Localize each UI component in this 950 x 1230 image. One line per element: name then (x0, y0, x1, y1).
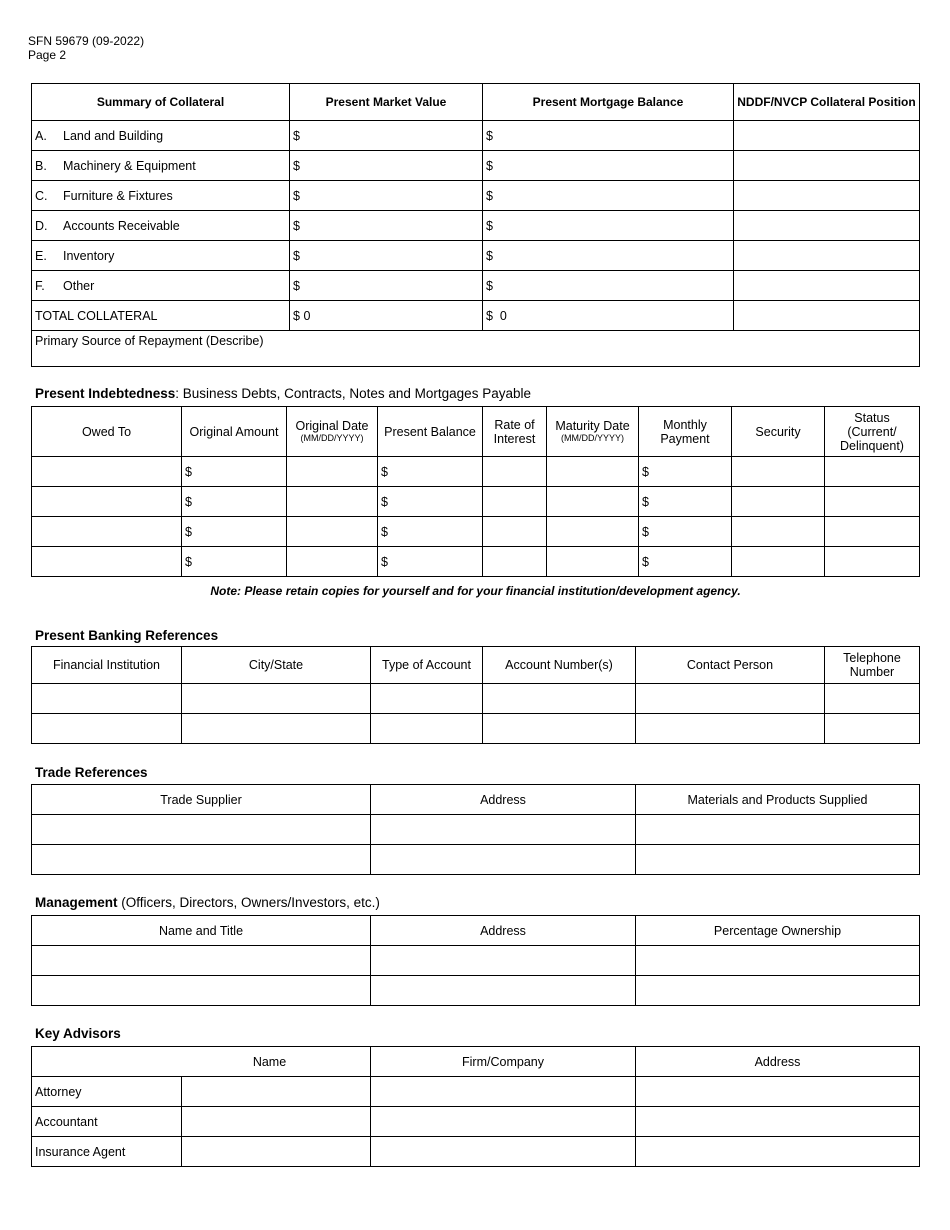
advisor-role-label: Accountant (32, 1107, 182, 1137)
total-position-field[interactable] (734, 301, 920, 331)
indebtedness-table (31, 406, 920, 577)
indebt-header-security: Security (732, 407, 825, 457)
banking-table (31, 646, 920, 744)
rate-field[interactable] (483, 547, 547, 577)
total-mortgage-balance-field[interactable] (483, 301, 734, 331)
original-amount-field[interactable] (182, 457, 287, 487)
account-number-field[interactable] (483, 684, 636, 714)
account-number-field[interactable] (483, 714, 636, 744)
market-value-field[interactable] (290, 241, 483, 271)
collateral-letter: C. (35, 188, 48, 203)
mortgage-balance-field[interactable] (483, 211, 734, 241)
management-row (32, 946, 920, 976)
currency-symbol: $ (185, 524, 192, 539)
original-amount-field[interactable] (182, 487, 287, 517)
indebtedness-row (32, 487, 920, 517)
indebtedness-title (35, 386, 531, 401)
advisor-name-field[interactable] (182, 1107, 371, 1137)
currency-symbol: $ (293, 188, 300, 203)
collateral-row-land (32, 121, 920, 151)
management-title-rest: (Officers, Directors, Owners/Investors, etc.) (117, 895, 380, 910)
present-balance-field[interactable] (378, 517, 483, 547)
indebt-header-original-date (287, 407, 378, 457)
monthly-payment-field[interactable] (639, 517, 732, 547)
trade-table (31, 784, 920, 875)
mortgage-balance-field[interactable] (483, 121, 734, 151)
rate-field[interactable] (483, 487, 547, 517)
institution-field[interactable] (32, 684, 182, 714)
form-header (28, 34, 144, 62)
advisors-title (35, 1026, 121, 1041)
banking-header-contact: Contact Person (636, 647, 825, 684)
collateral-label: Machinery & Equipment (63, 158, 196, 173)
currency-symbol: $ (642, 464, 649, 479)
collateral-header-position: NDDF/NVCP Collateral Position (734, 84, 920, 121)
original-date-label: Original Date (295, 419, 369, 433)
banking-title-text: Present Banking References (35, 628, 219, 643)
advisor-row-accountant (32, 1107, 920, 1137)
security-field[interactable] (732, 517, 825, 547)
banking-header-city-state: City/State (182, 647, 371, 684)
currency-symbol: $ (293, 218, 300, 233)
trade-row (32, 815, 920, 845)
management-header-address: Address (371, 916, 636, 946)
advisor-role-label: Attorney (32, 1077, 182, 1107)
mortgage-balance-field[interactable] (483, 241, 734, 271)
address-field[interactable] (371, 815, 636, 845)
banking-header-telephone: Telephone Number (825, 647, 920, 684)
maturity-date-label: Maturity Date (555, 419, 630, 433)
status-field[interactable] (825, 547, 920, 577)
collateral-row-furniture (32, 181, 920, 211)
currency-symbol: $ (293, 158, 300, 173)
trade-row (32, 845, 920, 875)
name-title-field[interactable] (32, 946, 371, 976)
account-type-field[interactable] (371, 684, 483, 714)
security-field[interactable] (732, 457, 825, 487)
mortgage-balance-field[interactable] (483, 181, 734, 211)
indebtedness-row (32, 517, 920, 547)
currency-symbol: $ (293, 248, 300, 263)
currency-symbol: $ (381, 554, 388, 569)
owed-to-field[interactable] (32, 517, 182, 547)
collateral-label: Inventory (63, 248, 115, 263)
indebt-header-owed-to: Owed To (32, 407, 182, 457)
ownership-field[interactable] (636, 946, 920, 976)
owed-to-field[interactable] (32, 547, 182, 577)
materials-field[interactable] (636, 815, 920, 845)
indebt-header-original-amount: Original Amount (182, 407, 287, 457)
currency-symbol: $ (293, 278, 300, 293)
total-mortgage-balance: 0 (499, 308, 507, 323)
trade-header-address: Address (371, 785, 636, 815)
indebt-header-status: Status (Current/ Delinquent) (825, 407, 920, 457)
collateral-row-other (32, 271, 920, 301)
original-date-format: (MM/DD/YYYY) (300, 433, 364, 443)
supplier-field[interactable] (32, 845, 371, 875)
advisor-address-field[interactable] (636, 1077, 920, 1107)
collateral-letter: E. (35, 248, 47, 263)
management-row (32, 976, 920, 1006)
total-collateral-label: TOTAL COLLATERAL (32, 301, 290, 331)
currency-symbol: $ (293, 128, 300, 143)
maturity-date-field[interactable] (547, 457, 639, 487)
advisor-address-field[interactable] (636, 1137, 920, 1167)
currency-symbol: $ (381, 494, 388, 509)
monthly-payment-field[interactable] (639, 457, 732, 487)
indebt-header-present-balance: Present Balance (378, 407, 483, 457)
collateral-label: Accounts Receivable (63, 218, 180, 233)
original-amount-field[interactable] (182, 517, 287, 547)
currency-symbol: $ (642, 524, 649, 539)
rate-field[interactable] (483, 517, 547, 547)
banking-row (32, 714, 920, 744)
currency-symbol: $ (642, 554, 649, 569)
retain-copies-note: Note: Please retain copies for yourself and for your financial institution/development agency. (210, 584, 741, 598)
address-field[interactable] (371, 946, 636, 976)
market-value-field[interactable] (290, 121, 483, 151)
advisors-header-firm: Firm/Company (371, 1047, 636, 1077)
currency-symbol: $ (642, 494, 649, 509)
city-state-field[interactable] (182, 684, 371, 714)
trade-header-materials: Materials and Products Supplied (636, 785, 920, 815)
original-amount-field[interactable] (182, 547, 287, 577)
owed-to-field[interactable] (32, 457, 182, 487)
supplier-field[interactable] (32, 815, 371, 845)
collateral-header-mortgage-balance: Present Mortgage Balance (483, 84, 734, 121)
form-number: SFN 59679 (09-2022) (28, 34, 145, 48)
collateral-row-receivable (32, 211, 920, 241)
collateral-position-field[interactable] (734, 271, 920, 301)
trade-title-text: Trade References (35, 765, 148, 780)
indebt-header-maturity-date (547, 407, 639, 457)
telephone-field[interactable] (825, 684, 920, 714)
collateral-position-field[interactable] (734, 121, 920, 151)
collateral-position-field[interactable] (734, 151, 920, 181)
indebtedness-row (32, 457, 920, 487)
original-date-field[interactable] (287, 517, 378, 547)
name-title-field[interactable] (32, 976, 371, 1006)
collateral-table (31, 83, 920, 367)
original-date-field[interactable] (287, 547, 378, 577)
status-field[interactable] (825, 517, 920, 547)
mortgage-balance-field[interactable] (483, 271, 734, 301)
original-date-field[interactable] (287, 457, 378, 487)
currency-symbol: $ (185, 494, 192, 509)
indebt-header-rate: Rate of Interest (483, 407, 547, 457)
banking-header-account-number: Account Number(s) (483, 647, 636, 684)
collateral-letter: A. (35, 128, 47, 143)
collateral-letter: B. (35, 158, 47, 173)
institution-field[interactable] (32, 714, 182, 744)
collateral-letter: F. (35, 278, 45, 293)
ownership-field[interactable] (636, 976, 920, 1006)
market-value-field[interactable] (290, 181, 483, 211)
currency-symbol: $ (381, 524, 388, 539)
advisor-address-field[interactable] (636, 1107, 920, 1137)
collateral-position-field[interactable] (734, 241, 920, 271)
indebtedness-title-rest: : Business Debts, Contracts, Notes and Mortgages Payable (175, 386, 531, 401)
advisor-role-label: Insurance Agent (32, 1137, 182, 1167)
market-value-field[interactable] (290, 151, 483, 181)
original-date-field[interactable] (287, 487, 378, 517)
management-table (31, 915, 920, 1006)
materials-field[interactable] (636, 845, 920, 875)
present-balance-field[interactable] (378, 547, 483, 577)
page-number: Page 2 (28, 48, 67, 62)
currency-symbol: $ (486, 158, 493, 173)
rate-field[interactable] (483, 457, 547, 487)
currency-symbol: $ (486, 248, 493, 263)
total-market-value: 0 (303, 308, 311, 323)
maturity-date-format: (MM/DD/YYYY) (561, 433, 624, 443)
advisor-firm-field[interactable] (371, 1077, 636, 1107)
collateral-header-summary: Summary of Collateral (32, 84, 290, 121)
maturity-date-field[interactable] (547, 487, 639, 517)
collateral-label: Land and Building (63, 128, 164, 143)
banking-title (35, 628, 218, 643)
currency-symbol: $ (486, 128, 493, 143)
collateral-position-field[interactable] (734, 211, 920, 241)
collateral-total-row (32, 301, 920, 331)
currency-symbol: $ (185, 464, 192, 479)
market-value-field[interactable] (290, 211, 483, 241)
collateral-letter: D. (35, 218, 48, 233)
owed-to-field[interactable] (32, 487, 182, 517)
advisor-row-attorney (32, 1077, 920, 1107)
repayment-field[interactable] (32, 331, 920, 367)
management-title-bold: Management (35, 895, 118, 910)
advisor-row-insurance-agent (32, 1137, 920, 1167)
collateral-label: Furniture & Fixtures (63, 188, 173, 203)
banking-row (32, 684, 920, 714)
advisor-name-field[interactable] (182, 1137, 371, 1167)
management-header-ownership: Percentage Ownership (636, 916, 920, 946)
status-field[interactable] (825, 457, 920, 487)
contact-person-field[interactable] (636, 684, 825, 714)
market-value-field[interactable] (290, 271, 483, 301)
advisor-firm-field[interactable] (371, 1137, 636, 1167)
management-header-name: Name and Title (32, 916, 371, 946)
banking-header-institution: Financial Institution (32, 647, 182, 684)
maturity-date-field[interactable] (547, 517, 639, 547)
address-field[interactable] (371, 845, 636, 875)
collateral-label: Other (63, 278, 95, 293)
trade-header-supplier: Trade Supplier (32, 785, 371, 815)
monthly-payment-field[interactable] (639, 487, 732, 517)
mortgage-balance-field[interactable] (483, 151, 734, 181)
repayment-label: Primary Source of Repayment (Describe) (35, 334, 264, 348)
advisor-name-field[interactable] (182, 1077, 371, 1107)
address-field[interactable] (371, 976, 636, 1006)
advisors-title-text: Key Advisors (35, 1026, 121, 1041)
collateral-position-field[interactable] (734, 181, 920, 211)
city-state-field[interactable] (182, 714, 371, 744)
security-field[interactable] (732, 547, 825, 577)
currency-symbol: $ (486, 308, 493, 323)
security-field[interactable] (732, 487, 825, 517)
telephone-field[interactable] (825, 714, 920, 744)
trade-title (35, 765, 148, 780)
indebtedness-title-bold: Present Indebtedness (35, 386, 176, 401)
banking-header-account-type: Type of Account (371, 647, 483, 684)
currency-symbol: $ (293, 308, 300, 323)
status-field[interactable] (825, 487, 920, 517)
advisors-header-address: Address (636, 1047, 920, 1077)
monthly-payment-field[interactable] (639, 547, 732, 577)
advisors-table (31, 1046, 920, 1167)
maturity-date-field[interactable] (547, 547, 639, 577)
currency-symbol: $ (381, 464, 388, 479)
currency-symbol: $ (486, 218, 493, 233)
contact-person-field[interactable] (636, 714, 825, 744)
collateral-row-machinery (32, 151, 920, 181)
account-type-field[interactable] (371, 714, 483, 744)
management-title (35, 895, 380, 910)
indebt-header-monthly-payment: Monthly Payment (639, 407, 732, 457)
total-market-value-field[interactable] (290, 301, 483, 331)
currency-symbol: $ (486, 278, 493, 293)
present-balance-field[interactable] (378, 457, 483, 487)
advisors-header-name: Name (32, 1047, 371, 1077)
collateral-row-inventory (32, 241, 920, 271)
advisor-firm-field[interactable] (371, 1107, 636, 1137)
currency-symbol: $ (185, 554, 192, 569)
currency-symbol: $ (486, 188, 493, 203)
present-balance-field[interactable] (378, 487, 483, 517)
collateral-header-market-value: Present Market Value (290, 84, 483, 121)
indebtedness-row (32, 547, 920, 577)
